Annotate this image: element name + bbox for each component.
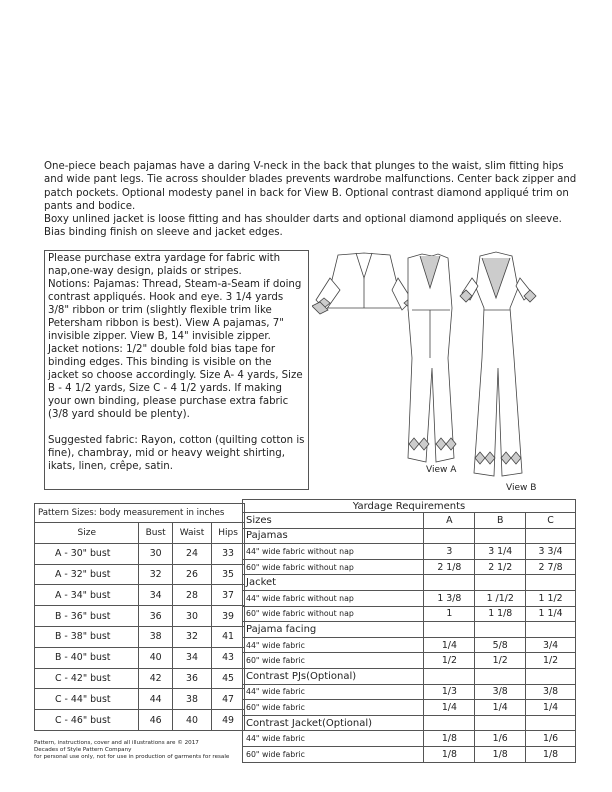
empty-cell <box>475 575 526 591</box>
table-row <box>35 647 245 668</box>
waist-cell: 24 <box>172 543 211 564</box>
pattern-description <box>44 160 580 240</box>
section-label: Contrast Jacket(Optional) <box>243 715 424 731</box>
yardage-cell: 1 1/4 <box>526 606 576 622</box>
yardage-cell: 1/2 <box>526 653 576 669</box>
yardage-cell: 1/4 <box>424 700 475 716</box>
yardage-cell: 2 1/2 <box>475 559 526 575</box>
header-bust: Bust <box>139 523 172 544</box>
view-a-label: View A <box>426 465 457 475</box>
yardage-cell: 1/4 <box>526 700 576 716</box>
section-label: Pajama facing <box>243 622 424 638</box>
header-sizes: Sizes <box>243 513 424 529</box>
yardage-cell: 1 1/2 <box>526 590 576 606</box>
section-label: Jacket <box>243 575 424 591</box>
suggested-fabric: Suggested fabric: Rayon, cotton (quilting cotton is fine), chambray, mid or heavy weight shirting, ikats, linen, crêpe, satin. <box>48 435 305 472</box>
bust-cell: 32 <box>139 564 172 585</box>
table-header-row <box>243 513 576 529</box>
fabric-width-cell: 60" wide fabric without nap <box>243 559 424 575</box>
hips-cell: 49 <box>212 710 245 731</box>
header-hips: Hips <box>212 523 245 544</box>
empty-cell <box>475 528 526 544</box>
fabric-width-cell: 44" wide fabric without nap <box>243 544 424 560</box>
yardage-cell: 1 3/8 <box>424 590 475 606</box>
yardage-cell: 1 /1/2 <box>475 590 526 606</box>
fabric-width-cell: 44" wide fabric without nap <box>243 590 424 606</box>
empty-cell <box>424 715 475 731</box>
section-row <box>243 715 576 731</box>
copyright-line: Pattern, instructions, cover and all illustrations are © 2017 <box>34 740 199 746</box>
pajama-notions: Notions: Pajamas: Thread, Steam-a-Seam if doing contrast appliqués. Hook and eye. 3 1/4 yards 3/8" ribbon or trim (slightly flexible trim like Petersham ribbon is best). View A pajamas, 7" invisible zipper. View B, 14" invisible zipper. <box>48 279 302 342</box>
section-row <box>243 668 576 684</box>
waist-cell: 40 <box>172 710 211 731</box>
bust-cell: 44 <box>139 689 172 710</box>
view-b-label: View B <box>506 483 537 493</box>
table-row <box>243 637 576 653</box>
empty-cell <box>526 622 576 638</box>
table-row <box>35 606 245 627</box>
fabric-width-cell: 44" wide fabric <box>243 637 424 653</box>
waist-cell: 28 <box>172 585 211 606</box>
bust-cell: 46 <box>139 710 172 731</box>
yardage-cell: 1 1/8 <box>475 606 526 622</box>
empty-cell <box>424 668 475 684</box>
table-row <box>35 543 245 564</box>
garment-illustration <box>312 248 580 498</box>
usage-note: for personal use only, not for use in production of garments for resale <box>34 753 230 760</box>
waist-cell: 30 <box>172 606 211 627</box>
size-cell: C - 42" bust <box>35 668 139 689</box>
size-cell: C - 44" bust <box>35 689 139 710</box>
yardage-cell: 1/2 <box>424 653 475 669</box>
yardage-cell: 1/8 <box>424 746 475 762</box>
yardage-cell: 5/8 <box>475 637 526 653</box>
bust-cell: 42 <box>139 668 172 689</box>
empty-cell <box>424 528 475 544</box>
size-cell: A - 30" bust <box>35 543 139 564</box>
table-row <box>35 689 245 710</box>
size-cell: B - 36" bust <box>35 606 139 627</box>
yardage-cell: 1/8 <box>424 731 475 747</box>
sizes-caption: Pattern Sizes: body measurement in inches <box>35 504 245 523</box>
table-row <box>35 668 245 689</box>
table-row <box>35 710 245 731</box>
view-a-drawing <box>408 254 456 462</box>
size-cell: B - 40" bust <box>35 647 139 668</box>
waist-cell: 36 <box>172 668 211 689</box>
bust-cell: 34 <box>139 585 172 606</box>
size-cell: B - 38" bust <box>35 626 139 647</box>
section-label: Pajamas <box>243 528 424 544</box>
yardage-cell: 2 7/8 <box>526 559 576 575</box>
section-row <box>243 575 576 591</box>
waist-cell: 32 <box>172 626 211 647</box>
yardage-cell: 3/8 <box>475 684 526 700</box>
header-size: Size <box>35 523 139 544</box>
empty-cell <box>424 622 475 638</box>
hips-cell: 37 <box>212 585 245 606</box>
yardage-cell: 2 1/8 <box>424 559 475 575</box>
header-c: C <box>526 513 576 529</box>
yardage-table <box>242 499 576 763</box>
empty-cell <box>526 575 576 591</box>
yardage-cell: 3/8 <box>526 684 576 700</box>
hips-cell: 33 <box>212 543 245 564</box>
hips-cell: 47 <box>212 689 245 710</box>
hips-cell: 43 <box>212 647 245 668</box>
fabric-width-cell: 60" wide fabric <box>243 653 424 669</box>
table-row <box>35 585 245 606</box>
fabric-width-cell: 44" wide fabric <box>243 684 424 700</box>
size-cell: A - 34" bust <box>35 585 139 606</box>
hips-cell: 45 <box>212 668 245 689</box>
empty-cell <box>526 715 576 731</box>
yardage-cell: 1 <box>424 606 475 622</box>
table-row <box>243 606 576 622</box>
jacket-notions: Jacket notions: 1/2" double fold bias tape for binding edges. This binding is visible on the jacket so choose accordingly. Size A- 4 yards, Size B - 4 1/2 yards, Size C - 4 1/2 yards. If making your own binding, please purchase extra fabric (3/8 yard should be plenty). <box>48 344 303 420</box>
section-row <box>243 528 576 544</box>
table-row <box>243 653 576 669</box>
bust-cell: 40 <box>139 647 172 668</box>
yardage-cell: 1/8 <box>475 746 526 762</box>
yardage-cell: 1/8 <box>526 746 576 762</box>
jacket-drawing <box>312 253 424 318</box>
table-row <box>243 559 576 575</box>
extra-yardage-note: Please purchase extra yardage for fabric with nap,one-way design, plaids or stripes. <box>48 253 281 277</box>
table-header-row <box>35 523 245 544</box>
header-a: A <box>424 513 475 529</box>
yardage-cell: 1/6 <box>526 731 576 747</box>
empty-cell <box>526 528 576 544</box>
empty-cell <box>526 668 576 684</box>
jacket-description: Boxy unlined jacket is loose fitting and has shoulder darts and optional diamond appliqués on sleeve. Bias binding finish on sleeve and jacket edges. <box>44 214 562 239</box>
waist-cell: 34 <box>172 647 211 668</box>
header-b: B <box>475 513 526 529</box>
size-cell: C - 46" bust <box>35 710 139 731</box>
empty-cell <box>475 668 526 684</box>
table-row <box>35 626 245 647</box>
yardage-cell: 3 1/4 <box>475 544 526 560</box>
section-row <box>243 622 576 638</box>
pajama-description: One-piece beach pajamas have a daring V-neck in the back that plunges to the waist, slim fitting hips and wide pant legs. Tie across shoulder blades prevents wardrobe malfunctions. Center back zipper and patch pockets. Optional modesty panel in back for View B. Optional contrast diamond appliqué trim on pants and bodice. <box>44 161 577 212</box>
yardage-cell: 1/4 <box>475 700 526 716</box>
fabric-width-cell: 60" wide fabric without nap <box>243 606 424 622</box>
table-row <box>243 731 576 747</box>
fabric-width-cell: 60" wide fabric <box>243 700 424 716</box>
yardage-cell: 3 <box>424 544 475 560</box>
yardage-title: Yardage Requirements <box>243 500 576 513</box>
yardage-cell: 1/3 <box>424 684 475 700</box>
table-row <box>243 590 576 606</box>
empty-cell <box>475 715 526 731</box>
yardage-cell: 1/4 <box>424 637 475 653</box>
notions-box <box>44 250 309 490</box>
fabric-width-cell: 44" wide fabric <box>243 731 424 747</box>
yardage-cell: 3/4 <box>526 637 576 653</box>
section-label: Contrast PJs(Optional) <box>243 668 424 684</box>
hips-cell: 39 <box>212 606 245 627</box>
copyright-footer <box>34 740 229 760</box>
empty-cell <box>475 622 526 638</box>
size-cell: A - 32" bust <box>35 564 139 585</box>
waist-cell: 26 <box>172 564 211 585</box>
bust-cell: 30 <box>139 543 172 564</box>
fabric-width-cell: 60" wide fabric <box>243 746 424 762</box>
hips-cell: 35 <box>212 564 245 585</box>
header-waist: Waist <box>172 523 211 544</box>
bust-cell: 36 <box>139 606 172 627</box>
table-row <box>243 746 576 762</box>
table-row <box>243 544 576 560</box>
waist-cell: 38 <box>172 689 211 710</box>
empty-cell <box>424 575 475 591</box>
bust-cell: 38 <box>139 626 172 647</box>
hips-cell: 41 <box>212 626 245 647</box>
yardage-cell: 1/2 <box>475 653 526 669</box>
table-row <box>35 564 245 585</box>
yardage-cell: 3 3/4 <box>526 544 576 560</box>
table-row <box>243 700 576 716</box>
pattern-sizes-table <box>34 503 245 731</box>
view-b-drawing <box>460 252 536 476</box>
table-row <box>243 684 576 700</box>
company-name: Decades of Style Pattern Company <box>34 746 132 753</box>
yardage-cell: 1/6 <box>475 731 526 747</box>
